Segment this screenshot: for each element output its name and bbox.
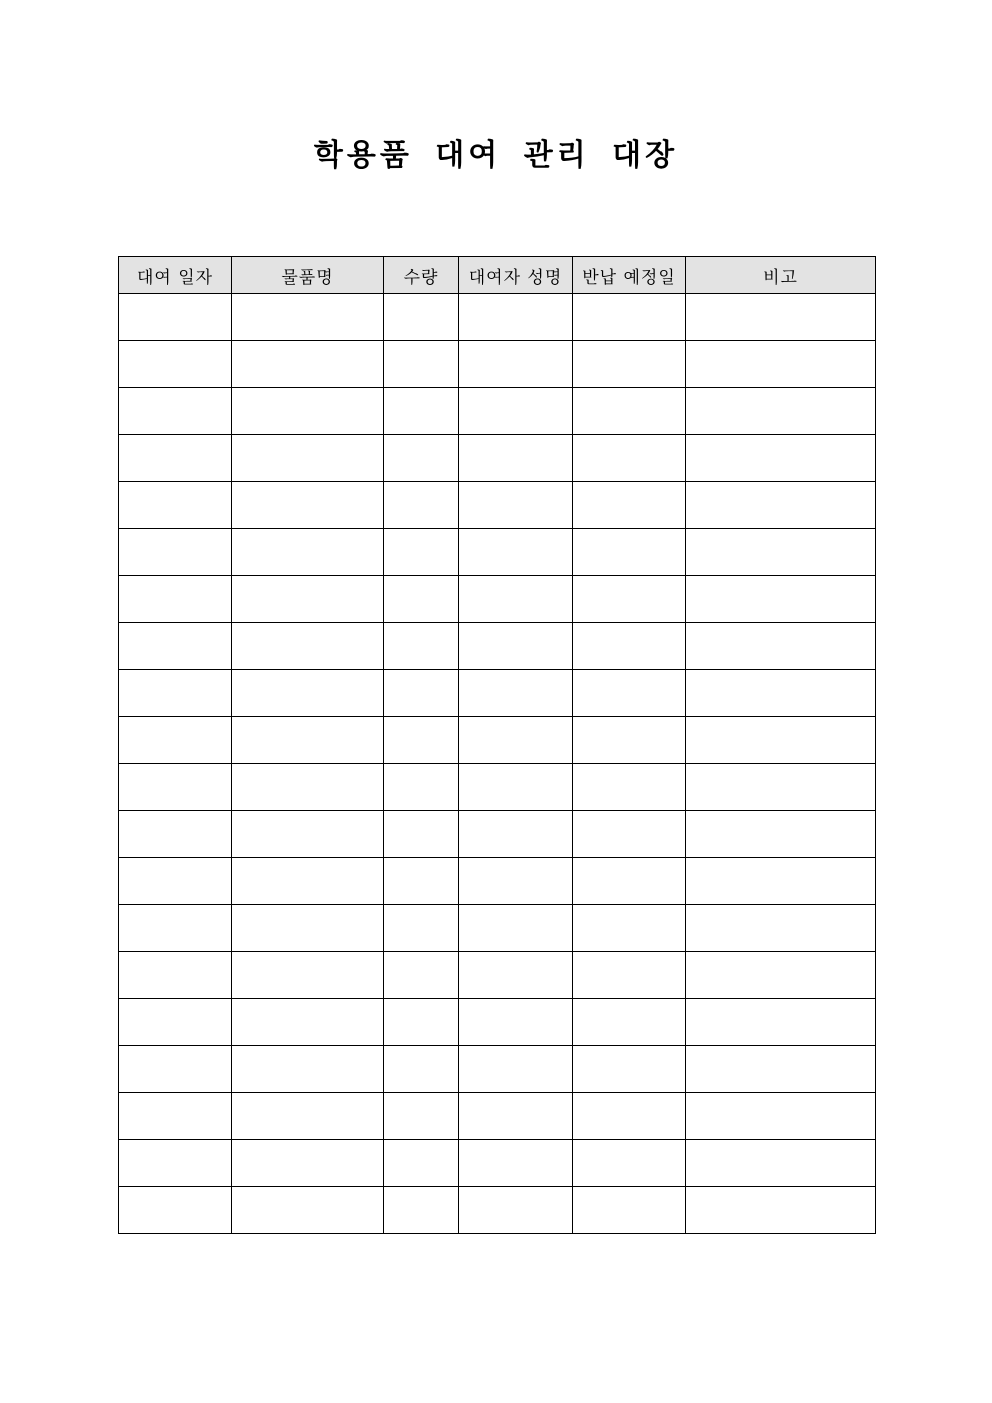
remarks-cell[interactable]	[686, 670, 876, 717]
table-row	[119, 670, 876, 717]
quantity-cell[interactable]	[384, 858, 459, 905]
table-row	[119, 435, 876, 482]
borrower-name-cell[interactable]	[459, 623, 573, 670]
remarks-cell[interactable]	[686, 952, 876, 999]
quantity-cell[interactable]	[384, 764, 459, 811]
rental-date-cell[interactable]	[119, 858, 232, 905]
remarks-cell[interactable]	[686, 811, 876, 858]
borrower-name-cell[interactable]	[459, 811, 573, 858]
item-name-cell[interactable]	[232, 576, 384, 623]
table-row	[119, 1046, 876, 1093]
table-row	[119, 1093, 876, 1140]
borrower-name-cell[interactable]	[459, 1046, 573, 1093]
return-due-date-cell[interactable]	[573, 999, 686, 1046]
quantity-cell[interactable]	[384, 341, 459, 388]
quantity-cell[interactable]	[384, 1093, 459, 1140]
table-row	[119, 764, 876, 811]
quantity-cell[interactable]	[384, 482, 459, 529]
borrower-name-cell[interactable]	[459, 1187, 573, 1234]
document-title: 학용품 대여 관리 대장	[313, 138, 679, 173]
remarks-cell[interactable]	[686, 576, 876, 623]
table-row	[119, 905, 876, 952]
return-due-date-cell[interactable]	[573, 576, 686, 623]
borrower-name-cell[interactable]	[459, 576, 573, 623]
remarks-cell[interactable]	[686, 623, 876, 670]
column-header-rental-date: 대여 일자	[119, 257, 232, 294]
return-due-date-cell[interactable]	[573, 670, 686, 717]
quantity-cell[interactable]	[384, 717, 459, 764]
item-name-cell[interactable]	[232, 482, 384, 529]
rental-date-cell[interactable]	[119, 905, 232, 952]
item-name-cell[interactable]	[232, 294, 384, 341]
rental-date-cell[interactable]	[119, 623, 232, 670]
remarks-cell[interactable]	[686, 435, 876, 482]
table-row	[119, 717, 876, 764]
borrower-name-cell[interactable]	[459, 341, 573, 388]
remarks-cell[interactable]	[686, 764, 876, 811]
column-header-remarks: 비고	[686, 257, 876, 294]
item-name-cell[interactable]	[232, 435, 384, 482]
rental-date-cell[interactable]	[119, 1046, 232, 1093]
table-row	[119, 952, 876, 999]
rental-ledger-table	[118, 256, 876, 1234]
rental-date-cell[interactable]	[119, 1140, 232, 1187]
borrower-name-cell[interactable]	[459, 999, 573, 1046]
quantity-cell[interactable]	[384, 1140, 459, 1187]
item-name-cell[interactable]	[232, 670, 384, 717]
remarks-cell[interactable]	[686, 1093, 876, 1140]
header-row	[119, 257, 876, 294]
borrower-name-cell[interactable]	[459, 435, 573, 482]
borrower-name-cell[interactable]	[459, 529, 573, 576]
return-due-date-cell[interactable]	[573, 1187, 686, 1234]
item-name-cell[interactable]	[232, 1046, 384, 1093]
return-due-date-cell[interactable]	[573, 858, 686, 905]
remarks-cell[interactable]	[686, 294, 876, 341]
item-name-cell[interactable]	[232, 529, 384, 576]
column-header-return-due-date: 반납 예정일	[573, 257, 686, 294]
rental-date-cell[interactable]	[119, 388, 232, 435]
rental-date-cell[interactable]	[119, 294, 232, 341]
quantity-cell[interactable]	[384, 905, 459, 952]
rental-date-cell[interactable]	[119, 341, 232, 388]
table-row	[119, 858, 876, 905]
return-due-date-cell[interactable]	[573, 294, 686, 341]
column-header-quantity: 수량	[384, 257, 459, 294]
remarks-cell[interactable]	[686, 341, 876, 388]
quantity-cell[interactable]	[384, 529, 459, 576]
table-row	[119, 294, 876, 341]
rental-date-cell[interactable]	[119, 670, 232, 717]
rental-date-cell[interactable]	[119, 1187, 232, 1234]
return-due-date-cell[interactable]	[573, 482, 686, 529]
return-due-date-cell[interactable]	[573, 623, 686, 670]
table-row	[119, 388, 876, 435]
item-name-cell[interactable]	[232, 858, 384, 905]
remarks-cell[interactable]	[686, 1140, 876, 1187]
rental-date-cell[interactable]	[119, 482, 232, 529]
return-due-date-cell[interactable]	[573, 388, 686, 435]
item-name-cell[interactable]	[232, 1093, 384, 1140]
return-due-date-cell[interactable]	[573, 717, 686, 764]
table-row	[119, 576, 876, 623]
return-due-date-cell[interactable]	[573, 905, 686, 952]
item-name-cell[interactable]	[232, 764, 384, 811]
remarks-cell[interactable]	[686, 999, 876, 1046]
rental-date-cell[interactable]	[119, 811, 232, 858]
remarks-cell[interactable]	[686, 529, 876, 576]
return-due-date-cell[interactable]	[573, 1140, 686, 1187]
borrower-name-cell[interactable]	[459, 482, 573, 529]
quantity-cell[interactable]	[384, 811, 459, 858]
return-due-date-cell[interactable]	[573, 952, 686, 999]
remarks-cell[interactable]	[686, 482, 876, 529]
remarks-cell[interactable]	[686, 1046, 876, 1093]
quantity-cell[interactable]	[384, 670, 459, 717]
remarks-cell[interactable]	[686, 1187, 876, 1234]
rental-date-cell[interactable]	[119, 717, 232, 764]
borrower-name-cell[interactable]	[459, 1093, 573, 1140]
table-row	[119, 623, 876, 670]
remarks-cell[interactable]	[686, 717, 876, 764]
table-row	[119, 482, 876, 529]
remarks-cell[interactable]	[686, 388, 876, 435]
return-due-date-cell[interactable]	[573, 1046, 686, 1093]
rental-date-cell[interactable]	[119, 529, 232, 576]
item-name-cell[interactable]	[232, 952, 384, 999]
borrower-name-cell[interactable]	[459, 294, 573, 341]
item-name-cell[interactable]	[232, 717, 384, 764]
table-row	[119, 529, 876, 576]
quantity-cell[interactable]	[384, 623, 459, 670]
rental-date-cell[interactable]	[119, 1093, 232, 1140]
item-name-cell[interactable]	[232, 388, 384, 435]
borrower-name-cell[interactable]	[459, 952, 573, 999]
borrower-name-cell[interactable]	[459, 1140, 573, 1187]
return-due-date-cell[interactable]	[573, 435, 686, 482]
rental-date-cell[interactable]	[119, 952, 232, 999]
rental-date-cell[interactable]	[119, 435, 232, 482]
quantity-cell[interactable]	[384, 576, 459, 623]
borrower-name-cell[interactable]	[459, 905, 573, 952]
quantity-cell[interactable]	[384, 952, 459, 999]
item-name-cell[interactable]	[232, 999, 384, 1046]
quantity-cell[interactable]	[384, 435, 459, 482]
return-due-date-cell[interactable]	[573, 811, 686, 858]
table-row	[119, 1140, 876, 1187]
table-row	[119, 341, 876, 388]
item-name-cell[interactable]	[232, 1187, 384, 1234]
table-row	[119, 1187, 876, 1234]
borrower-name-cell[interactable]	[459, 764, 573, 811]
item-name-cell[interactable]	[232, 905, 384, 952]
return-due-date-cell[interactable]	[573, 764, 686, 811]
quantity-cell[interactable]	[384, 1046, 459, 1093]
table-row	[119, 999, 876, 1046]
borrower-name-cell[interactable]	[459, 717, 573, 764]
quantity-cell[interactable]	[384, 294, 459, 341]
rental-date-cell[interactable]	[119, 999, 232, 1046]
ledger-body	[119, 294, 876, 1234]
table-row	[119, 811, 876, 858]
column-header-borrower-name: 대여자 성명	[459, 257, 573, 294]
return-due-date-cell[interactable]	[573, 341, 686, 388]
item-name-cell[interactable]	[232, 811, 384, 858]
rental-date-cell[interactable]	[119, 576, 232, 623]
borrower-name-cell[interactable]	[459, 388, 573, 435]
item-name-cell[interactable]	[232, 341, 384, 388]
rental-date-cell[interactable]	[119, 764, 232, 811]
column-header-item-name: 물품명	[232, 257, 384, 294]
item-name-cell[interactable]	[232, 1140, 384, 1187]
borrower-name-cell[interactable]	[459, 858, 573, 905]
borrower-name-cell[interactable]	[459, 670, 573, 717]
remarks-cell[interactable]	[686, 905, 876, 952]
item-name-cell[interactable]	[232, 623, 384, 670]
remarks-cell[interactable]	[686, 858, 876, 905]
quantity-cell[interactable]	[384, 999, 459, 1046]
return-due-date-cell[interactable]	[573, 529, 686, 576]
quantity-cell[interactable]	[384, 388, 459, 435]
return-due-date-cell[interactable]	[573, 1093, 686, 1140]
quantity-cell[interactable]	[384, 1187, 459, 1234]
